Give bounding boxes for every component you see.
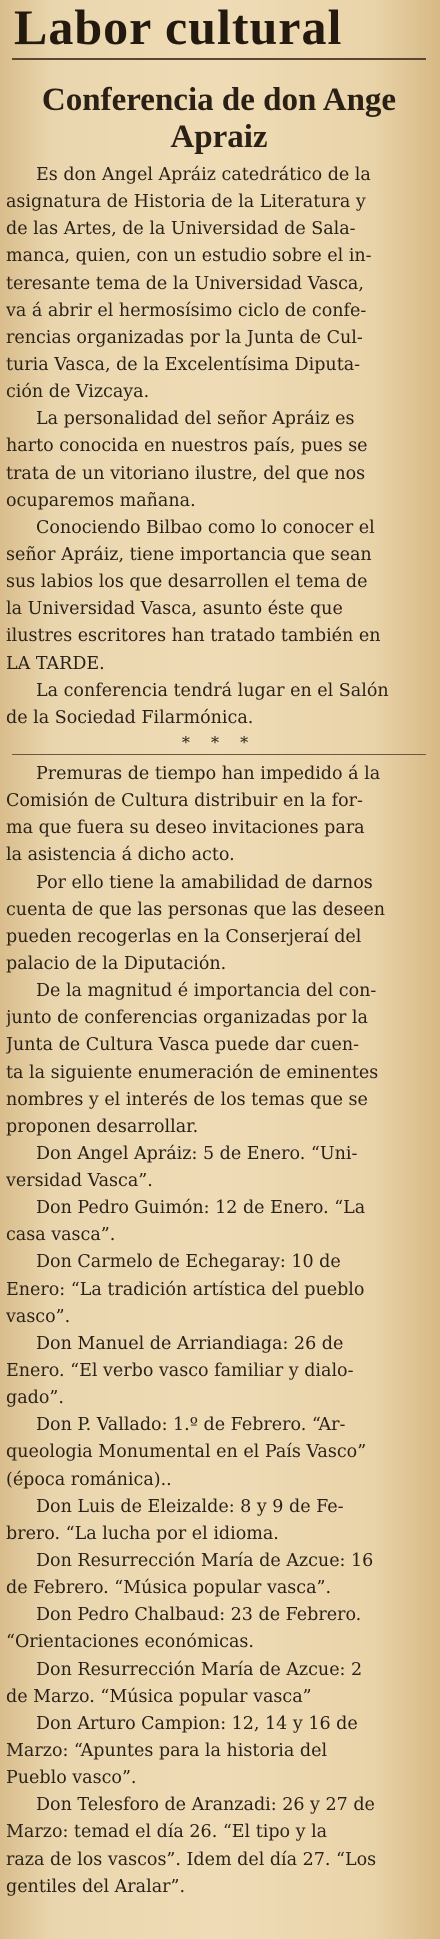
- text-line: Don Arturo Campion: 12, 14 y 16 de: [36, 1713, 358, 1734]
- text-line: asignatura de Historia de la Literatura y: [6, 192, 366, 213]
- text-line: de Febrero. “Música popular vasca”.: [6, 1578, 332, 1599]
- text-line: “Orientaciones económicas.: [6, 1632, 254, 1653]
- text-line: Pueblo vasco”.: [6, 1768, 137, 1789]
- lecture-entry: [6, 1195, 432, 1249]
- section-title: Labor cultural: [14, 0, 343, 55]
- paragraph-program: [6, 978, 432, 1141]
- text-line: harto conocida en nuestros país, pues se: [6, 436, 368, 457]
- text-line: la Universidad Vasca, asunto éste que: [6, 599, 343, 620]
- text-line: de la Sociedad Filarmónica.: [6, 707, 254, 728]
- text-line: Don Carmelo de Echegaray: 10 de: [36, 1252, 341, 1273]
- lecture-schedule: [6, 1141, 432, 1901]
- article-headline: [6, 82, 432, 156]
- text-line: Don Angel Apráiz: 5 de Enero. “Uni-: [36, 1143, 358, 1164]
- lecture-entry: [6, 1792, 432, 1901]
- text-line: señor Apráiz, tiene importancia que sean: [6, 544, 372, 565]
- paragraph-venue: [6, 678, 432, 732]
- text-line: pueden recogerlas en la Conserjeraí del: [6, 926, 362, 947]
- lecture-entry: [6, 1249, 432, 1330]
- text-line: de Marzo. “Música popular vasca”: [6, 1686, 312, 1707]
- article-body: [6, 162, 432, 1901]
- text-line: proponen desarrollar.: [6, 1116, 199, 1137]
- paragraph-tickets: [6, 870, 432, 979]
- title-rule: [12, 58, 426, 60]
- text-line: Junta de Cultura Vasca puede dar cuen-: [6, 1035, 359, 1056]
- text-line: LA TARDE.: [6, 653, 105, 674]
- text-line: sus labios los que desarrollen el tema de: [6, 572, 368, 593]
- text-line: turia Vasca, de la Excelentísima Diputa-: [6, 354, 361, 375]
- text-line: junto de conferencias organizadas por la: [6, 1008, 368, 1029]
- lecture-entry: [6, 1602, 432, 1656]
- text-line: gentiles del Aralar”.: [6, 1876, 186, 1897]
- text-line: De la magnitud é importancia del con-: [36, 981, 377, 1002]
- text-line: Don Pedro Guimón: 12 de Enero. “La: [36, 1198, 366, 1219]
- lecture-entry: [6, 1494, 432, 1548]
- lecture-entry: [6, 1548, 432, 1602]
- text-line: raza de los vascos”. Idem del día 27. “Los: [6, 1849, 377, 1870]
- text-line: ción de Vizcaya.: [6, 382, 150, 403]
- text-line: trata de un vitoriano ilustre, del que nos: [6, 463, 366, 484]
- text-line: Don Luis de Eleizalde: 8 y 9 de Fe-: [36, 1496, 344, 1517]
- headline-line-2: Apraiz: [170, 119, 268, 155]
- text-line: de las Artes, de la Universidad de Sala-: [6, 219, 356, 240]
- text-line: La conferencia tendrá lugar en el Salón: [36, 680, 389, 701]
- text-line: versidad Vasca”.: [6, 1171, 153, 1192]
- text-line: palacio de la Diputación.: [6, 953, 227, 974]
- text-line: va á abrir el hermosísimo ciclo de confe-: [6, 300, 367, 321]
- paragraph-intro: [6, 162, 432, 406]
- text-line: nombres y el interés de los temas que se: [6, 1089, 368, 1110]
- lecture-entry: [6, 1657, 432, 1711]
- lecture-entry: [6, 1412, 432, 1493]
- text-line: teresante tema de la Universidad Vasca,: [6, 273, 364, 294]
- text-line: Es don Angel Apráiz catedrático de la: [36, 165, 371, 185]
- text-line: Marzo: “Apuntes para la historia del: [6, 1741, 328, 1762]
- text-line: casa vasca”.: [6, 1225, 116, 1246]
- lecture-entry: [6, 1331, 432, 1412]
- text-line: Don P. Vallado: 1.º de Febrero. “Ar-: [36, 1415, 346, 1436]
- text-line: Por ello tiene la amabilidad de darnos: [36, 872, 373, 893]
- text-line: ocuparemos mañana.: [6, 490, 196, 511]
- text-line: Don Manuel de Arriandiaga: 26 de: [36, 1333, 344, 1354]
- paragraph-personality: [6, 406, 432, 515]
- paragraph-invitations: [6, 761, 432, 870]
- text-line: La personalidad del señor Apráiz es: [36, 409, 355, 430]
- headline-line-1: Conferencia de don Ange: [41, 82, 397, 118]
- text-line: ta la siguiente enumeración de eminentes: [6, 1062, 379, 1083]
- text-line: cuenta de que las personas que las deseen: [6, 899, 385, 920]
- text-line: brero. “La lucha por el idioma.: [6, 1523, 279, 1544]
- text-line: Premuras de tiempo han impedido á la: [36, 763, 381, 784]
- section-stars: * * *: [181, 732, 257, 752]
- paragraph-bilbao: [6, 515, 432, 678]
- text-line: Comisión de Cultura distribuir en la for-: [6, 791, 363, 812]
- text-line: manca, quien, con un estudio sobre el in-: [6, 246, 372, 267]
- text-line: Enero. “El verbo vasco familiar y dialo-: [6, 1361, 354, 1382]
- text-line: rencias organizadas por la Junta de Cul-: [6, 327, 363, 348]
- text-line: (época románica)..: [6, 1469, 172, 1490]
- section-divider: [12, 754, 426, 755]
- text-line: Don Pedro Chalbaud: 23 de Febrero.: [36, 1605, 362, 1626]
- text-line: vasco”.: [6, 1306, 71, 1327]
- text-line: gado”.: [6, 1388, 64, 1409]
- text-line: queologia Monumental en el País Vasco”: [6, 1442, 367, 1463]
- text-line: ilustres escritores han tratado también en: [6, 626, 381, 647]
- text-line: Don Resurrección María de Azcue: 2: [36, 1659, 363, 1680]
- text-line: Don Resurrección María de Azcue: 16: [36, 1551, 374, 1572]
- text-line: Marzo: temad el día 26. “El tipo y la: [6, 1822, 328, 1843]
- text-line: Don Telesforo de Aranzadi: 26 y 27 de: [36, 1795, 375, 1816]
- text-line: ma que fuera su deseo invitaciones para: [6, 818, 365, 839]
- text-line: Conociendo Bilbao como lo conocer el: [36, 517, 375, 538]
- lecture-entry: [6, 1711, 432, 1792]
- text-line: la asistencia á dicho acto.: [6, 845, 235, 866]
- lecture-entry: [6, 1141, 432, 1195]
- text-line: Enero: “La tradición artística del pueblo: [6, 1279, 365, 1300]
